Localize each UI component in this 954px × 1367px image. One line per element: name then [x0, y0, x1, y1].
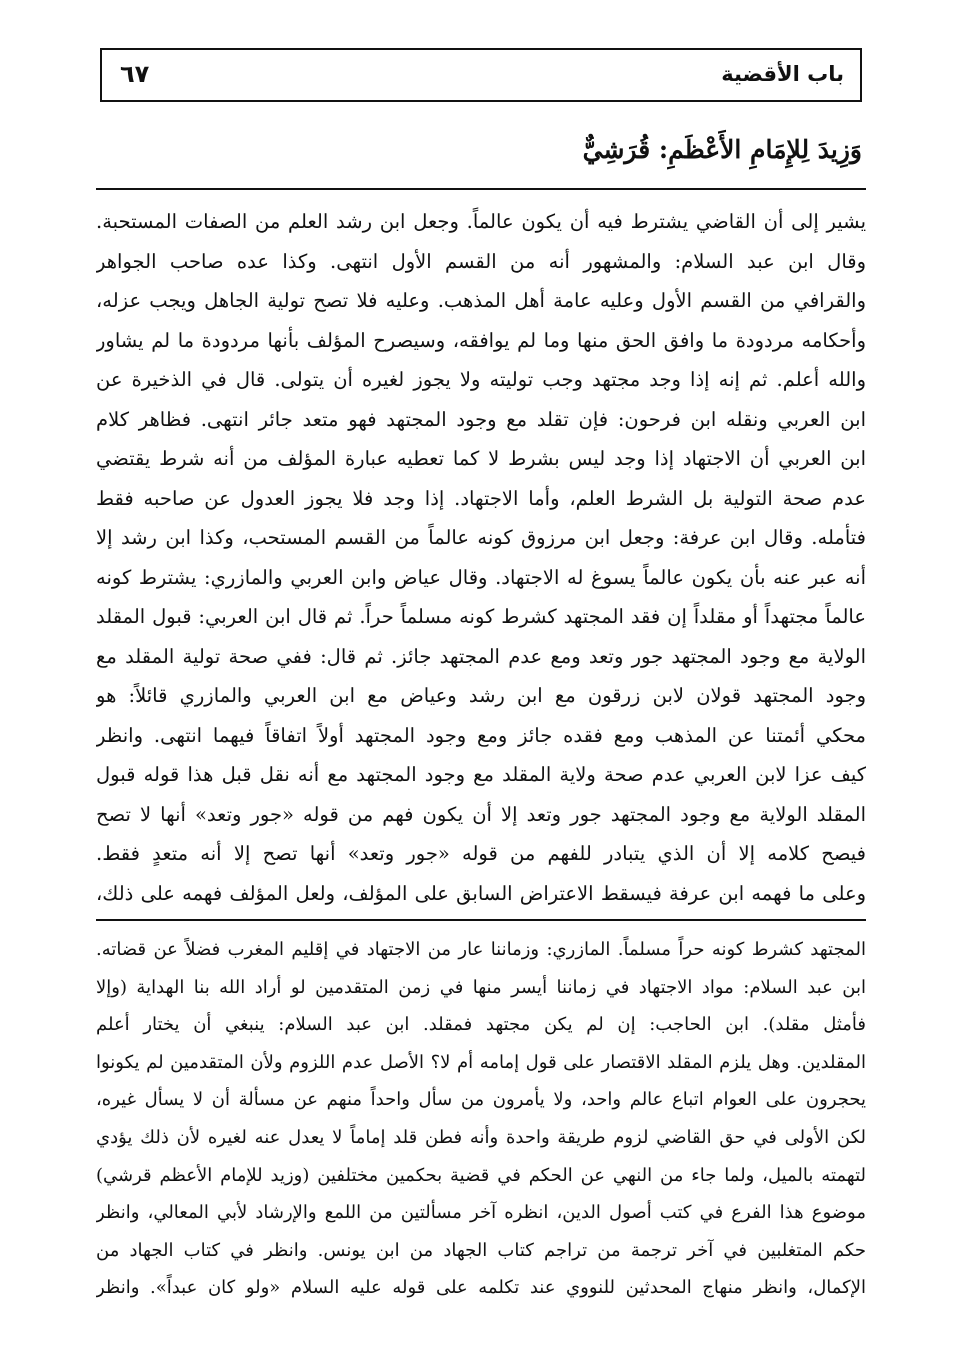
divider-footnotes	[96, 919, 866, 921]
footnote-line: الإكمال، وانظر منهاج المحدثين للنووي عند تكلمه على قوله عليه السلام «ولو كان عبداً». وانظر	[96, 1277, 866, 1299]
commentary-body	[96, 202, 866, 913]
chapter-title: باب الأقضية	[721, 62, 844, 86]
commentary-line: كيف عزا لابن العربي عدم صحة ولاية المقلد مع وجود المجتهد مع أنه نقل قبل هذا قوله قبول	[96, 763, 866, 786]
commentary-line: فيصح كلامه إلا أن الذي يتبادر للفهم من قوله «جور وتعد» أنها تصح إلا أنه متعدٍ فقط.	[96, 842, 866, 865]
commentary-line: والقرافي من القسم الأول وعليه عامة أهل المذهب. وعليه فلا تصح تولية الجاهل ويجب عزله،	[96, 289, 866, 312]
page-number: ٦٧	[120, 60, 150, 88]
commentary-line: أنه عبر عنه بأن يكون عالماً يسوغ له الاجتهاد. وقال عياض وابن العربي والمازري: يشترط كونه	[96, 565, 866, 589]
commentary-line: وأحكامه مردودة ما وافق الحق منها وما لم يوافقه، وسيصرح المؤلف بأنها مردودة ما لم يشاور	[96, 328, 866, 352]
footnote-line: يحجرون على العوام اتباع عالم واحد، ولا يأمرون من سأل واحداً منهم عن مسألة أن لا يسأل غيره،	[96, 1089, 866, 1111]
commentary-line: يشير إلى أن القاضي يشترط فيه أن يكون عالماً. وجعل ابن رشد العلم من الصفات المستحبة.	[96, 210, 866, 233]
footnote-line: ابن عبد السلام: مواد الاجتهاد في زماننا أيسر منها في زمن المتقدمين لو أراد الله بنا الهداية (وإلا	[96, 976, 866, 998]
commentary-line: ابن العربي ونقله ابن فرحون: فإن تقلد مع وجود المجتهد فهو متعد جائر انتهى. فظاهر كلام	[96, 407, 866, 431]
commentary-line: وقال ابن عبد السلام: والمشهور أنه من القسم الأول انتهى. وكذا عده صاحب الجواهر	[96, 249, 866, 273]
commentary-line: وعلى ما فهمه ابن عرفة فيسقط الاعتراض السابق على المؤلف، ولعل المؤلف فهمه على ذلك،	[96, 881, 866, 905]
footnote-line: المجتهد كشرط كونه حراً مسلماً. المازري: وزماننا عار من الاجتهاد في إقليم المغرب فضلاً عن قضاته.	[96, 939, 866, 960]
footnote-line: المقلدين. وهل يلزم المقلد الاقتصار على قول إمامه أم لا؟ الأصل عدم اللزوم ولأن المتقدمين لم يكونوا	[96, 1051, 866, 1073]
footnote-line: موضوع هذا الفرع في كتب أصول الدين، انظره آخر مسألتين من اللمع والإرشاد لأبي المعالي، وانظر	[96, 1202, 866, 1224]
matn-text: وَزِيدَ لِلإِمَامِ الأَعْظَمِ: قُرَشِيٌّ	[582, 135, 862, 164]
footnotes-body	[96, 931, 866, 1307]
commentary-line: عدم صحة التولية بل الشرط العلم، وأما الاجتهاد. إذا وجد فلا يجوز العدول عن صاحبه فقط	[96, 486, 866, 510]
commentary-line: فتأمله. وقال ابن عرفة: وجعل ابن مرزوق كونه عالماً من القسم المستحب، وكذا ابن رشد إلا	[96, 526, 866, 549]
commentary-line: والله أعلم. ثم إنه إذا وجد مجتهد وجب توليته ولا يجوز لغيره أن يتولى. قال في الذخيرة عن	[96, 368, 866, 391]
divider-top	[96, 188, 866, 190]
commentary-line: المقلد الولاية مع وجود المجتهد جور وتعد إلا أن يكون فهم من قوله «جور وتعد» أنها لا تصح	[96, 802, 866, 826]
commentary-line: الولاية مع وجود المجتهد جور وتعد ومع عدم المجتهد جائز. ثم قال: ففي صحة تولية المقلد مع	[96, 644, 866, 668]
commentary-line: عالماً مجتهداً أو مقلداً إن فقد المجتهد كشرط كونه مسلماً حراً. ثم قال ابن العربي: قبول المقلد	[96, 605, 866, 628]
footnote-line: حكم المتغلبين في آخر ترجمة من تراجم كتاب الجهاد من ابن يونس. وانظر في كتاب الجهاد من	[96, 1239, 866, 1261]
footnote-line: لتهمته بالميل، ولما جاء من النهي عن الحكم في قضية بحكمين مختلفين (وزيد للإمام الأعظم قرشي)	[96, 1164, 866, 1186]
footnote-line: لكن الأولى في حق القاضي لزوم طريقة واحدة وأنه فطن قلد إماماً لا يعدل عنه لغيره لأن ذلك يؤدي	[96, 1126, 866, 1148]
commentary-line: ابن العربي أن الاجتهاد إذا وجد ليس بشرط لا كما تعطيه عبارة المؤلف من أنه شرط يقتضي	[96, 447, 866, 470]
commentary-line: وجود المجتهد قولان لابن زرقون مع ابن رشد وعياض مع ابن العربي والمازري قائلاً: هو	[96, 684, 866, 707]
page-header	[100, 48, 862, 102]
footnote-line: فأمثل مقلد). ابن الحاجب: إن لم يكن مجتهد فمقلد. ابن عبد السلام: ينبغي أن يختار أعلم	[96, 1014, 866, 1036]
commentary-line: محكي أئمتنا عن المذهب ومع فقده جائز ومع وجود المجتهد أولاً اتفاقاً فيهما انتهى. وانظر	[96, 723, 866, 747]
